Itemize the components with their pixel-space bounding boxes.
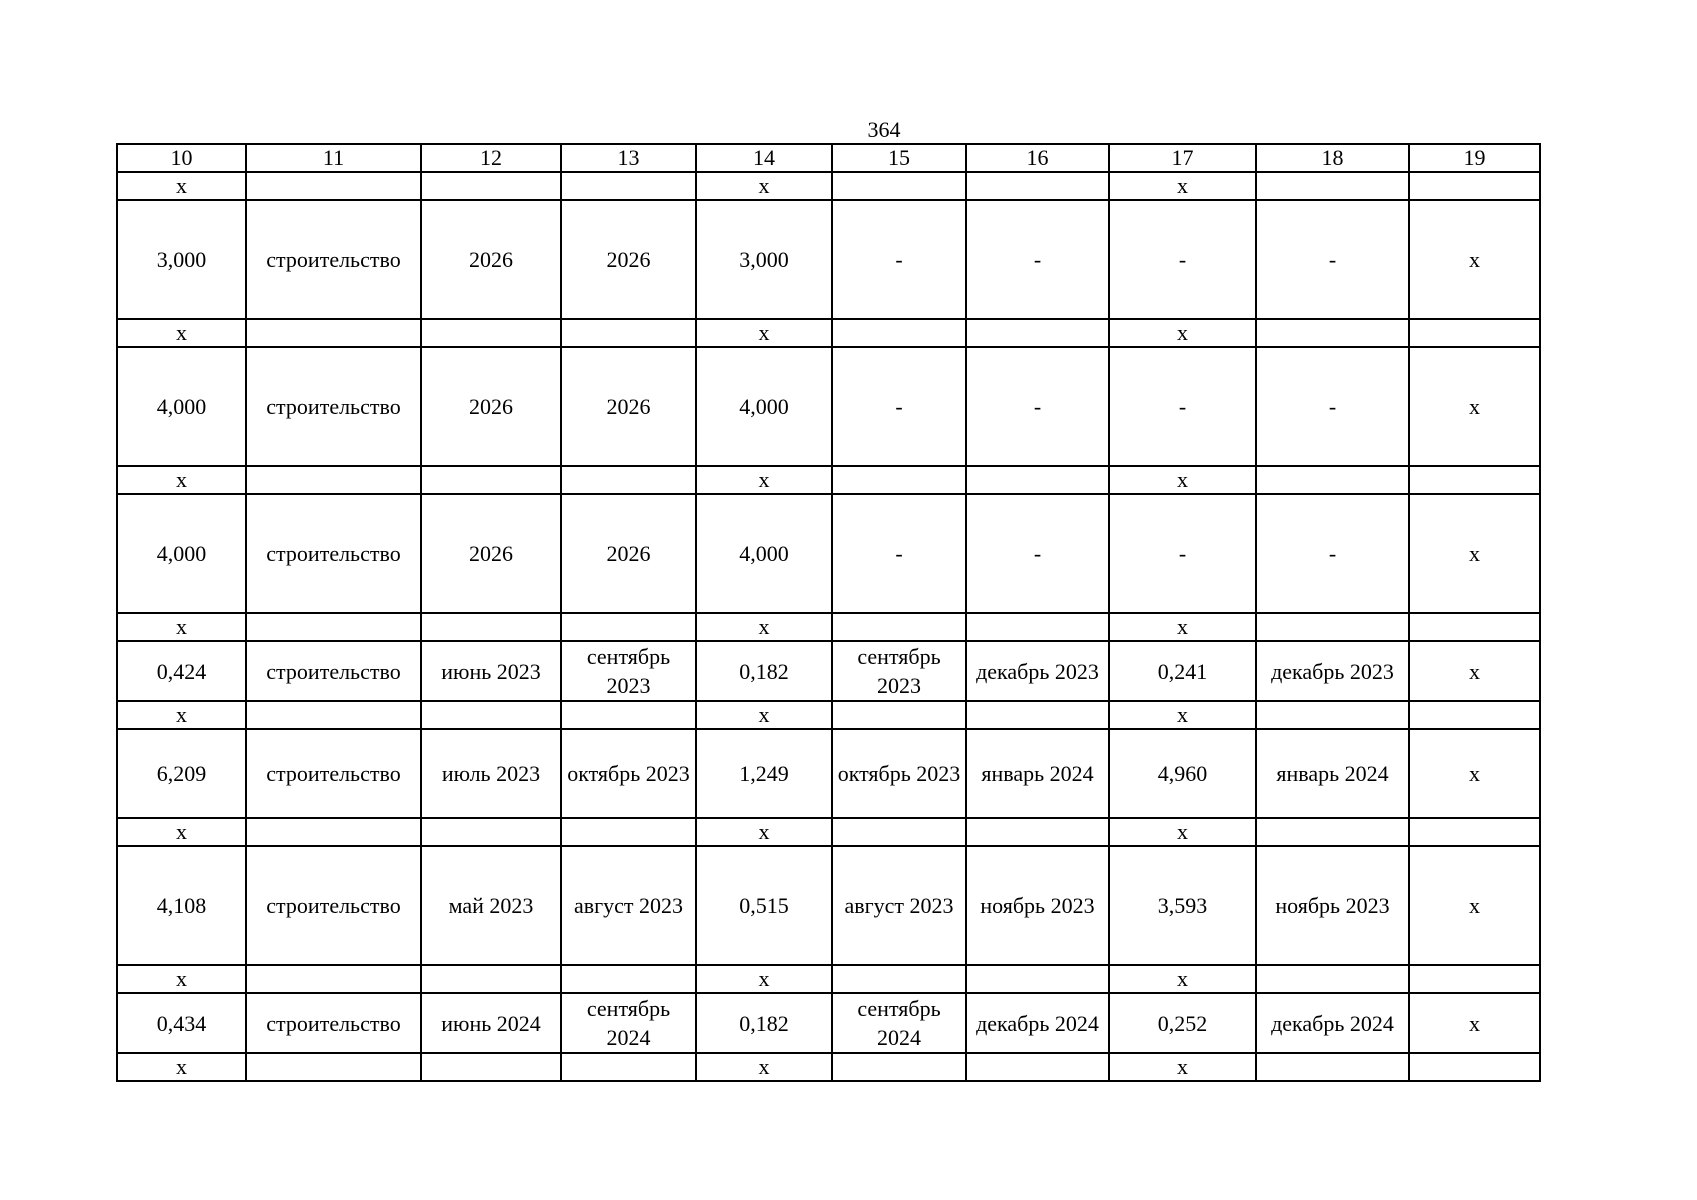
- cell-text: x: [1177, 1054, 1188, 1079]
- table-cell: [561, 200, 696, 319]
- table-row: [117, 641, 1540, 701]
- marker-row: [117, 319, 1540, 347]
- table-cell: [832, 1053, 966, 1081]
- column-number: 13: [561, 144, 696, 172]
- marker-row: [117, 818, 1540, 846]
- column-number: 18: [1256, 144, 1409, 172]
- cell-text: сентябрь 2024: [857, 996, 941, 1050]
- table-cell: [1109, 641, 1256, 701]
- table-cell: [1409, 641, 1540, 701]
- table-cell: [1409, 993, 1540, 1053]
- table-cell: [1256, 319, 1409, 347]
- table-cell: [696, 729, 832, 818]
- cell-text: x: [758, 320, 770, 345]
- table-cell: [966, 965, 1109, 993]
- table-cell: [246, 1053, 421, 1081]
- table-cell: [117, 729, 246, 818]
- table-cell: [1109, 613, 1256, 641]
- cell-text: строительство: [266, 1010, 401, 1036]
- cell-text: x: [1469, 658, 1480, 684]
- table-cell: [966, 494, 1109, 613]
- table-cell: [117, 818, 246, 846]
- cell-text: сентябрь 2024: [586, 996, 671, 1050]
- table-row: [117, 347, 1540, 466]
- cell-text: x: [758, 467, 770, 492]
- table-cell: [1109, 818, 1256, 846]
- table-cell: [117, 200, 246, 319]
- cell-text: 4,960: [1157, 761, 1208, 786]
- table-cell: [696, 965, 832, 993]
- table-cell: [1256, 200, 1409, 319]
- marker-row: [117, 965, 1540, 993]
- cell-text: 3,000: [739, 247, 789, 272]
- cell-text: 3,000: [156, 247, 207, 272]
- cell-text: 2026: [469, 394, 513, 419]
- table-cell: [421, 1053, 561, 1081]
- cell-text: x: [176, 320, 187, 345]
- cell-text: -: [1328, 247, 1337, 272]
- table-cell: [966, 172, 1109, 200]
- table-cell: [966, 613, 1109, 641]
- cell-text: ноябрь 2023: [1275, 893, 1390, 918]
- table-cell: [1409, 494, 1540, 613]
- cell-text: строительство: [266, 761, 401, 786]
- cell-text: октябрь 2023: [837, 761, 961, 786]
- table-cell: [421, 818, 561, 846]
- table-cell: [832, 993, 966, 1053]
- cell-text: 0,182: [739, 1010, 789, 1036]
- cell-text: 0,515: [739, 893, 789, 918]
- cell-text: 0,182: [739, 658, 789, 684]
- table-cell: [246, 993, 421, 1053]
- cell-text: 0,434: [156, 1010, 207, 1036]
- table-cell: [561, 641, 696, 701]
- table-cell: [561, 993, 696, 1053]
- table-cell: [246, 466, 421, 494]
- table-cell: [246, 641, 421, 701]
- cell-text: x: [758, 819, 770, 844]
- cell-text: x: [1469, 761, 1480, 786]
- table-cell: [1409, 200, 1540, 319]
- table-cell: [1409, 347, 1540, 466]
- table-cell: [832, 818, 966, 846]
- marker-row: [117, 613, 1540, 641]
- table-cell: [246, 965, 421, 993]
- cell-text: -: [1328, 394, 1337, 419]
- cell-text: x: [176, 467, 187, 492]
- cell-text: строительство: [266, 893, 401, 918]
- table-cell: [1256, 1053, 1409, 1081]
- table-cell: [696, 172, 832, 200]
- cell-text: 2026: [469, 541, 513, 566]
- table-cell: [561, 347, 696, 466]
- table-cell: [246, 347, 421, 466]
- table-cell: [421, 466, 561, 494]
- table-cell: [561, 466, 696, 494]
- cell-text: x: [758, 702, 770, 727]
- table-cell: [246, 319, 421, 347]
- table-cell: [696, 347, 832, 466]
- cell-text: строительство: [266, 541, 401, 566]
- cell-text: x: [176, 173, 187, 198]
- table-cell: [1109, 1053, 1256, 1081]
- marker-row: [117, 701, 1540, 729]
- cell-text: июль 2023: [441, 761, 541, 786]
- cell-text: x: [758, 1054, 770, 1079]
- table-cell: [117, 613, 246, 641]
- table-cell: [246, 494, 421, 613]
- table-cell: [832, 846, 966, 965]
- table-cell: [117, 1053, 246, 1081]
- table-cell: [832, 701, 966, 729]
- column-number: 16: [966, 144, 1109, 172]
- cell-text: январь 2024: [981, 761, 1094, 786]
- table-cell: [1109, 993, 1256, 1053]
- cell-text: 4,108: [156, 893, 207, 918]
- cell-text: сентябрь 2023: [586, 644, 671, 698]
- table-cell: [1109, 172, 1256, 200]
- cell-text: x: [1469, 247, 1480, 272]
- cell-text: x: [1177, 320, 1188, 345]
- cell-text: строительство: [266, 394, 401, 419]
- cell-text: -: [895, 247, 903, 272]
- column-number-row: [117, 144, 1540, 172]
- table-cell: [1256, 641, 1409, 701]
- cell-text: x: [1177, 614, 1188, 639]
- cell-text: -: [895, 541, 903, 566]
- table-cell: [117, 494, 246, 613]
- table-cell: [561, 818, 696, 846]
- table-cell: [1256, 347, 1409, 466]
- table-cell: [117, 701, 246, 729]
- marker-row: [117, 172, 1540, 200]
- cell-text: 4,000: [156, 541, 207, 566]
- table-cell: [696, 993, 832, 1053]
- cell-text: -: [1033, 394, 1042, 419]
- cell-text: 2026: [469, 247, 513, 272]
- table-cell: [117, 641, 246, 701]
- marker-row: [117, 466, 1540, 494]
- cell-text: 0,252: [1157, 1010, 1208, 1036]
- table-cell: [1409, 1053, 1540, 1081]
- cell-text: 1,249: [739, 761, 789, 786]
- table-cell: [1109, 200, 1256, 319]
- cell-text: x: [176, 614, 187, 639]
- cell-text: -: [1178, 394, 1187, 419]
- cell-text: x: [1469, 541, 1480, 566]
- cell-text: x: [1177, 966, 1188, 991]
- cell-text: декабрь 2023: [976, 658, 1099, 684]
- table-cell: [421, 347, 561, 466]
- cell-text: x: [176, 1054, 187, 1079]
- table-cell: [966, 347, 1109, 466]
- cell-text: x: [176, 702, 187, 727]
- table-cell: [1256, 613, 1409, 641]
- table-cell: [832, 965, 966, 993]
- cell-text: 6,209: [156, 761, 207, 786]
- table-cell: [561, 1053, 696, 1081]
- table-cell: [696, 494, 832, 613]
- table-cell: [246, 701, 421, 729]
- column-number: 12: [421, 144, 561, 172]
- table-cell: [421, 641, 561, 701]
- table-cell: [1409, 172, 1540, 200]
- cell-text: 4,000: [156, 394, 207, 419]
- table-cell: [561, 965, 696, 993]
- cell-text: -: [1033, 247, 1042, 272]
- cell-text: x: [758, 614, 770, 639]
- table-cell: [1256, 701, 1409, 729]
- table-cell: [561, 846, 696, 965]
- cell-text: x: [176, 819, 187, 844]
- table-cell: [1409, 701, 1540, 729]
- table-cell: [421, 319, 561, 347]
- table-cell: [246, 729, 421, 818]
- table-cell: [117, 993, 246, 1053]
- cell-text: -: [1328, 541, 1337, 566]
- table-cell: [1109, 701, 1256, 729]
- table-cell: [966, 466, 1109, 494]
- table-cell: [1109, 965, 1256, 993]
- table-cell: [1256, 993, 1409, 1053]
- table-cell: [696, 1053, 832, 1081]
- table-row: [117, 846, 1540, 965]
- cell-text: июнь 2024: [441, 1010, 541, 1036]
- table-cell: [696, 466, 832, 494]
- table-cell: [832, 494, 966, 613]
- cell-text: x: [1469, 394, 1480, 419]
- table-cell: [966, 846, 1109, 965]
- table-cell: [832, 466, 966, 494]
- table-cell: [696, 319, 832, 347]
- cell-text: строительство: [266, 658, 401, 684]
- cell-text: x: [1177, 173, 1188, 198]
- table-cell: [561, 494, 696, 613]
- table-cell: [1256, 846, 1409, 965]
- table-cell: [421, 200, 561, 319]
- table-cell: [117, 347, 246, 466]
- table-cell: [832, 319, 966, 347]
- table-cell: [832, 347, 966, 466]
- table-cell: [966, 319, 1109, 347]
- table-cell: [421, 846, 561, 965]
- column-number: 15: [832, 144, 966, 172]
- cell-text: 4,000: [739, 541, 789, 566]
- table-row: [117, 993, 1540, 1053]
- table-cell: [966, 818, 1109, 846]
- table-cell: [966, 200, 1109, 319]
- cell-text: -: [1178, 247, 1187, 272]
- column-number: 10: [117, 144, 246, 172]
- cell-text: x: [758, 966, 770, 991]
- table-cell: [966, 1053, 1109, 1081]
- table-cell: [1409, 613, 1540, 641]
- table-cell: [832, 200, 966, 319]
- table-cell: [832, 729, 966, 818]
- table-cell: [1109, 846, 1256, 965]
- cell-text: 2026: [606, 247, 651, 272]
- cell-text: -: [1178, 541, 1187, 566]
- column-number: 17: [1109, 144, 1256, 172]
- table-cell: [561, 613, 696, 641]
- cell-text: август 2023: [844, 893, 954, 918]
- column-number: 14: [696, 144, 832, 172]
- table-cell: [1409, 729, 1540, 818]
- column-number: 11: [246, 144, 421, 172]
- table-cell: [1256, 466, 1409, 494]
- table-cell: [832, 172, 966, 200]
- table-cell: [117, 319, 246, 347]
- table-cell: [561, 319, 696, 347]
- cell-text: x: [1469, 1010, 1480, 1036]
- table-cell: [117, 965, 246, 993]
- page-number: 364: [867, 117, 901, 142]
- table-cell: [1109, 347, 1256, 466]
- cell-text: декабрь 2024: [1271, 1010, 1394, 1036]
- table-cell: [1409, 818, 1540, 846]
- table-cell: [117, 846, 246, 965]
- table-cell: [1409, 319, 1540, 347]
- cell-text: январь 2024: [1276, 761, 1389, 786]
- table-cell: [246, 818, 421, 846]
- table-cell: [246, 613, 421, 641]
- table-cell: [246, 200, 421, 319]
- cell-text: сентябрь 2023: [857, 644, 941, 698]
- table-cell: [1409, 466, 1540, 494]
- table-cell: [117, 466, 246, 494]
- cell-text: август 2023: [573, 893, 684, 918]
- table-cell: [421, 172, 561, 200]
- table-cell: [696, 818, 832, 846]
- table-cell: [1109, 729, 1256, 818]
- cell-text: май 2023: [448, 893, 534, 918]
- table-cell: [1409, 965, 1540, 993]
- cell-text: x: [1177, 702, 1188, 727]
- table-cell: [832, 641, 966, 701]
- cell-text: июнь 2023: [441, 658, 541, 684]
- data-table: [116, 143, 1541, 1082]
- cell-text: x: [1177, 467, 1188, 492]
- column-number: 19: [1409, 144, 1540, 172]
- table-cell: [246, 172, 421, 200]
- cell-text: 0,241: [1157, 658, 1208, 684]
- cell-text: декабрь 2023: [1271, 658, 1394, 684]
- table-cell: [421, 494, 561, 613]
- table-row: [117, 729, 1540, 818]
- table-cell: [1109, 466, 1256, 494]
- table-cell: [966, 641, 1109, 701]
- table-row: [117, 200, 1540, 319]
- table-cell: [421, 729, 561, 818]
- cell-text: -: [895, 394, 903, 419]
- cell-text: 2026: [606, 394, 651, 419]
- table-cell: [561, 701, 696, 729]
- cell-text: строительство: [266, 247, 401, 272]
- table-cell: [696, 613, 832, 641]
- table-cell: [966, 729, 1109, 818]
- table-cell: [696, 701, 832, 729]
- table-cell: [246, 846, 421, 965]
- cell-text: 4,000: [739, 394, 789, 419]
- table-cell: [1409, 846, 1540, 965]
- table-cell: [421, 965, 561, 993]
- table-cell: [117, 172, 246, 200]
- table-cell: [1109, 494, 1256, 613]
- table-cell: [1256, 494, 1409, 613]
- table-cell: [561, 172, 696, 200]
- table-cell: [421, 701, 561, 729]
- cell-text: -: [1033, 541, 1042, 566]
- table-cell: [696, 641, 832, 701]
- cell-text: 0,424: [156, 658, 207, 684]
- marker-row: [117, 1053, 1540, 1081]
- cell-text: ноябрь 2023: [980, 893, 1095, 918]
- cell-text: октябрь 2023: [567, 761, 690, 786]
- table-body: [117, 172, 1540, 1081]
- table-row: [117, 494, 1540, 613]
- cell-text: x: [758, 173, 770, 198]
- table-cell: [1109, 319, 1256, 347]
- table-cell: [1256, 729, 1409, 818]
- table-cell: [421, 993, 561, 1053]
- table-cell: [696, 846, 832, 965]
- table-cell: [966, 701, 1109, 729]
- cell-text: 2026: [606, 541, 651, 566]
- table-cell: [832, 613, 966, 641]
- cell-text: x: [176, 966, 187, 991]
- table-cell: [1256, 965, 1409, 993]
- cell-text: декабрь 2024: [976, 1010, 1099, 1036]
- cell-text: x: [1469, 893, 1480, 918]
- table-cell: [1256, 172, 1409, 200]
- cell-text: x: [1177, 819, 1188, 844]
- table-cell: [421, 613, 561, 641]
- table-cell: [966, 993, 1109, 1053]
- table-cell: [1256, 818, 1409, 846]
- table-cell: [696, 200, 832, 319]
- table-cell: [561, 729, 696, 818]
- cell-text: 3,593: [1157, 893, 1208, 918]
